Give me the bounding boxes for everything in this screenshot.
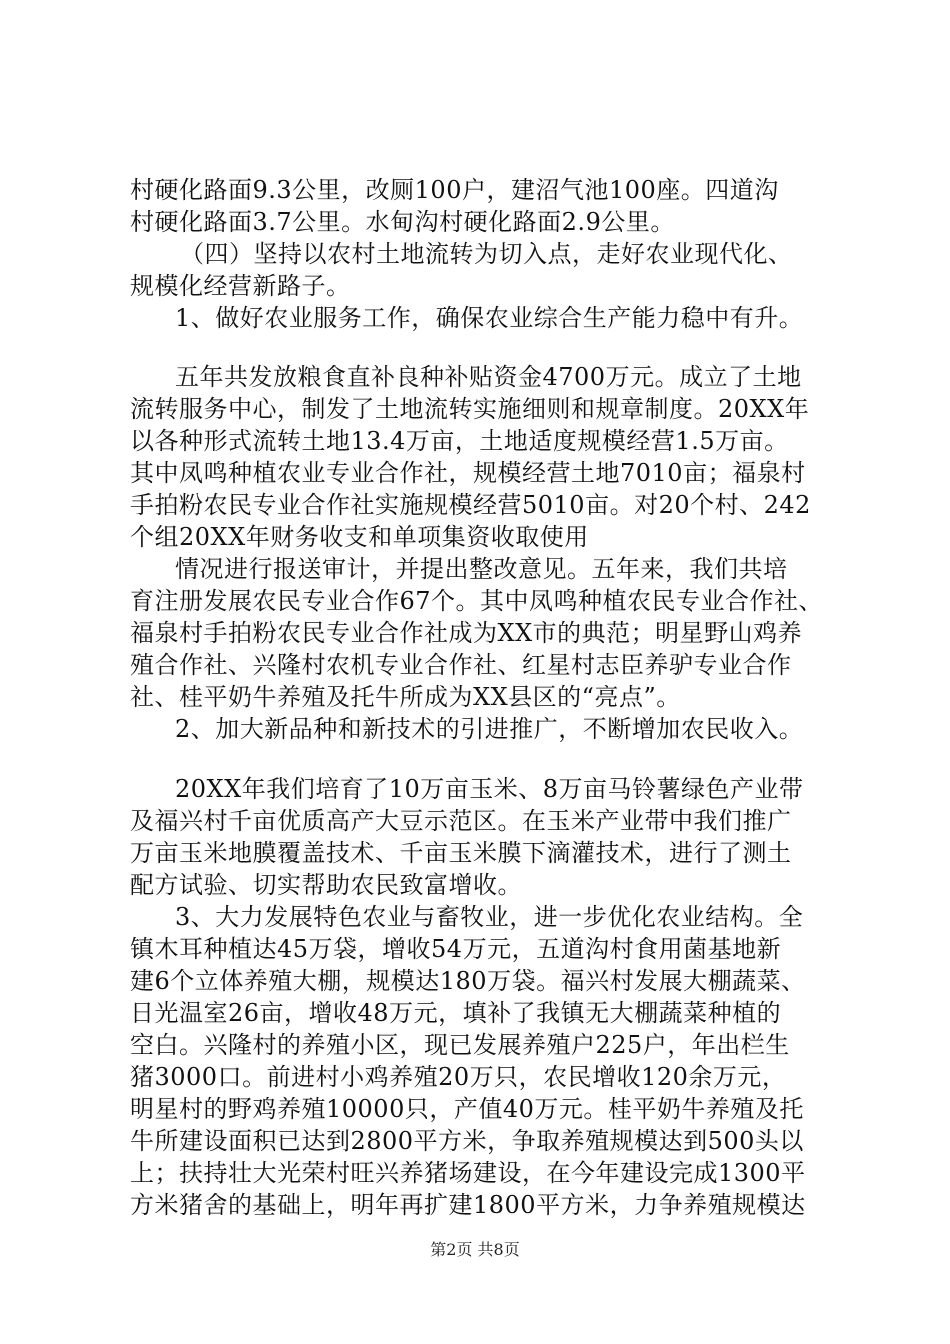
text-line-10: 手拍粉农民专业合作社实施规模经营5010亩。对20个村、242 — [130, 491, 811, 519]
text-line-4: 规模化经营新路子。 — [130, 272, 351, 300]
text-line-23: 镇木耳种植达45万袋，增收54万元，五道沟村食用菌基地新 — [130, 935, 782, 963]
text-line-31: 方米猪舍的基础上，明年再扩建1800平方米，力争养殖规模达 — [130, 1191, 806, 1219]
text-line-27: 猪3000口。前进村小鸡养殖20万只，农民增收120余万元， — [130, 1063, 787, 1091]
text-line-20: 万亩玉米地膜覆盖技术、千亩玉米膜下滴灌技术，进行了测土 — [130, 839, 792, 867]
text-line-1: 村硬化路面9.3公里，改厕100户，建沼气池100座。四道沟 — [130, 176, 779, 204]
text-line-21: 配方试验、切实帮助农民致富增收。 — [130, 871, 522, 899]
text-line-18: 20XX年我们培育了10万亩玉米、8万亩马铃薯绿色产业带 — [175, 775, 804, 803]
text-line-7: 流转服务中心，制发了土地流转实施细则和规章制度。20XX年 — [130, 395, 810, 423]
text-line-6: 五年共发放粮食直补良种补贴资金4700万元。成立了土地 — [175, 363, 802, 391]
section-heading-4: （四）坚持以农村土地流转为切入点，走好农业现代化、 — [180, 240, 793, 268]
text-line-28: 明星村的野鸡养殖10000只，产值40万元。桂平奶牛养殖及托 — [130, 1095, 804, 1123]
page-number-footer: 第2页 共8页 — [430, 1240, 520, 1259]
text-line-9: 其中凤鸣种植农业专业合作社，规模经营土地7010亩；福泉村 — [130, 459, 806, 487]
text-line-13: 育注册发展农民专业合作67个。其中凤鸣种植农民专业合作社、 — [130, 587, 824, 615]
text-line-15: 殖合作社、兴隆村农机专业合作社、红星村志臣养驴专业合作 — [130, 651, 792, 679]
text-line-14: 福泉村手拍粉农民专业合作社成为XX市的典范；明星野山鸡养 — [130, 619, 803, 647]
text-line-12: 情况进行报送审计，并提出整改意见。五年来，我们共培 — [175, 555, 788, 583]
text-line-11: 个组20XX年财务收支和单项集资收取使用 — [130, 523, 589, 551]
text-line-16: 社、桂平奶牛养殖及托牛所成为XX县区的“亮点”。 — [130, 683, 681, 711]
text-line-26: 空白。兴隆村的养殖小区，现已发展养殖户225户，年出栏生 — [130, 1031, 790, 1059]
text-line-2: 村硬化路面3.7公里。水甸沟村硬化路面2.9公里。 — [130, 208, 675, 236]
text-line-24: 建6个立体养殖大棚，规模达180万袋。福兴村发展大棚蔬菜、 — [130, 967, 806, 995]
text-line-30: 上；扶持壮大光荣村旺兴养猪场建设，在今年建设完成1300平 — [130, 1159, 806, 1187]
text-line-8: 以各种形式流转土地13.4万亩，土地适度规模经营1.5万亩。 — [130, 427, 789, 455]
text-line-29: 牛所建设面积已达到2800平方米，争取养殖规模达到500头以 — [130, 1127, 804, 1155]
subsection-heading-1: 1、做好农业服务工作，确保农业综合生产能力稳中有升。 — [175, 304, 804, 332]
text-line-19: 及福兴村千亩优质高产大豆示范区。在玉米产业带中我们推广 — [130, 807, 792, 835]
text-line-25: 日光温室26亩，增收48万元，填补了我镇无大棚蔬菜种植的 — [130, 999, 782, 1027]
subsection-heading-2: 2、加大新品种和新技术的引进推广，不断增加农民收入。 — [175, 715, 804, 743]
subsection-heading-3: 3、大力发展特色农业与畜牧业，进一步优化农业结构。全 — [175, 903, 804, 931]
